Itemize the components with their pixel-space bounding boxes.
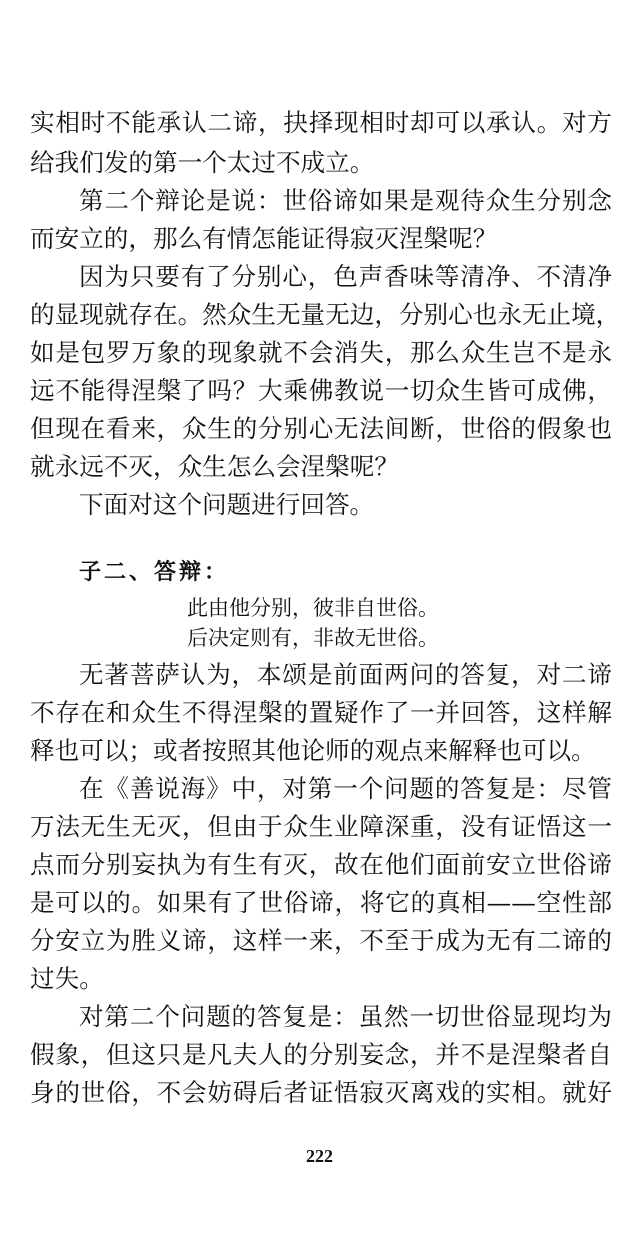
text-line: 身的世俗，不会妨碍后者证悟寂灭离戏的实相。就好 xyxy=(30,1078,612,1107)
section-heading: 子二、答辩： xyxy=(79,560,230,585)
text-line: 释也可以；或者按照其他论师的观点来解释也可以。 xyxy=(30,736,596,765)
text-line: 假象，但这只是凡夫人的分别妄念，并不是涅槃者自 xyxy=(30,1040,612,1069)
text-line: 过失。 xyxy=(30,964,104,993)
text-line: 如是包罗万象的现象就不会消失，那么众生岂不是永 xyxy=(30,338,612,367)
text-line: 下面对这个问题进行回答。 xyxy=(79,490,375,519)
text-line: 是可以的。如果有了世俗谛，将它的真相——空性部 xyxy=(30,888,612,917)
text-line: 给我们发的第一个太过不成立。 xyxy=(30,148,375,177)
text-line: 分安立为胜义谛，这样一来，不至于成为无有二谛的 xyxy=(30,926,612,955)
text-line: 第二个辩论是说：世俗谛如果是观待众生分别念 xyxy=(79,186,612,215)
text-line: 就永远不灭，众生怎么会涅槃呢？ xyxy=(30,452,399,481)
text-line: 而安立的，那么有情怎能证得寂灭涅槃呢？ xyxy=(30,224,498,253)
page-number: 222 xyxy=(306,1146,333,1166)
text-line: 因为只要有了分别心，色声香味等清净、不清净 xyxy=(79,262,612,291)
text-line: 远不能得涅槃了吗？大乘佛教说一切众生皆可成佛， xyxy=(30,376,612,405)
text-line: 对第二个问题的答复是：虽然一切世俗显现均为 xyxy=(79,1002,612,1031)
text-line: 不存在和众生不得涅槃的置疑作了一并回答，这样解 xyxy=(30,698,612,727)
text-line: 但现在看来，众生的分别心无法间断，世俗的假象也 xyxy=(30,414,612,443)
text-line: 在《善说海》中，对第一个问题的答复是：尽管 xyxy=(79,774,612,803)
text-line: 实相时不能承认二谛，抉择现相时却可以承认。对方 xyxy=(30,108,612,137)
text-line: 万法无生无灭，但由于众生业障深重，没有证悟这一 xyxy=(30,812,612,841)
text-line: 的显现就存在。然众生无量无边，分别心也永无止境， xyxy=(30,300,621,329)
text-line: 无著菩萨认为，本颂是前面两问的答复，对二谛 xyxy=(79,660,612,689)
verse-line: 此由他分别，彼非自世俗。 xyxy=(187,596,439,620)
text-line: 点而分别妄执为有生有灭，故在他们面前安立世俗谛 xyxy=(30,850,612,879)
verse-line: 后决定则有，非故无世俗。 xyxy=(187,626,439,650)
